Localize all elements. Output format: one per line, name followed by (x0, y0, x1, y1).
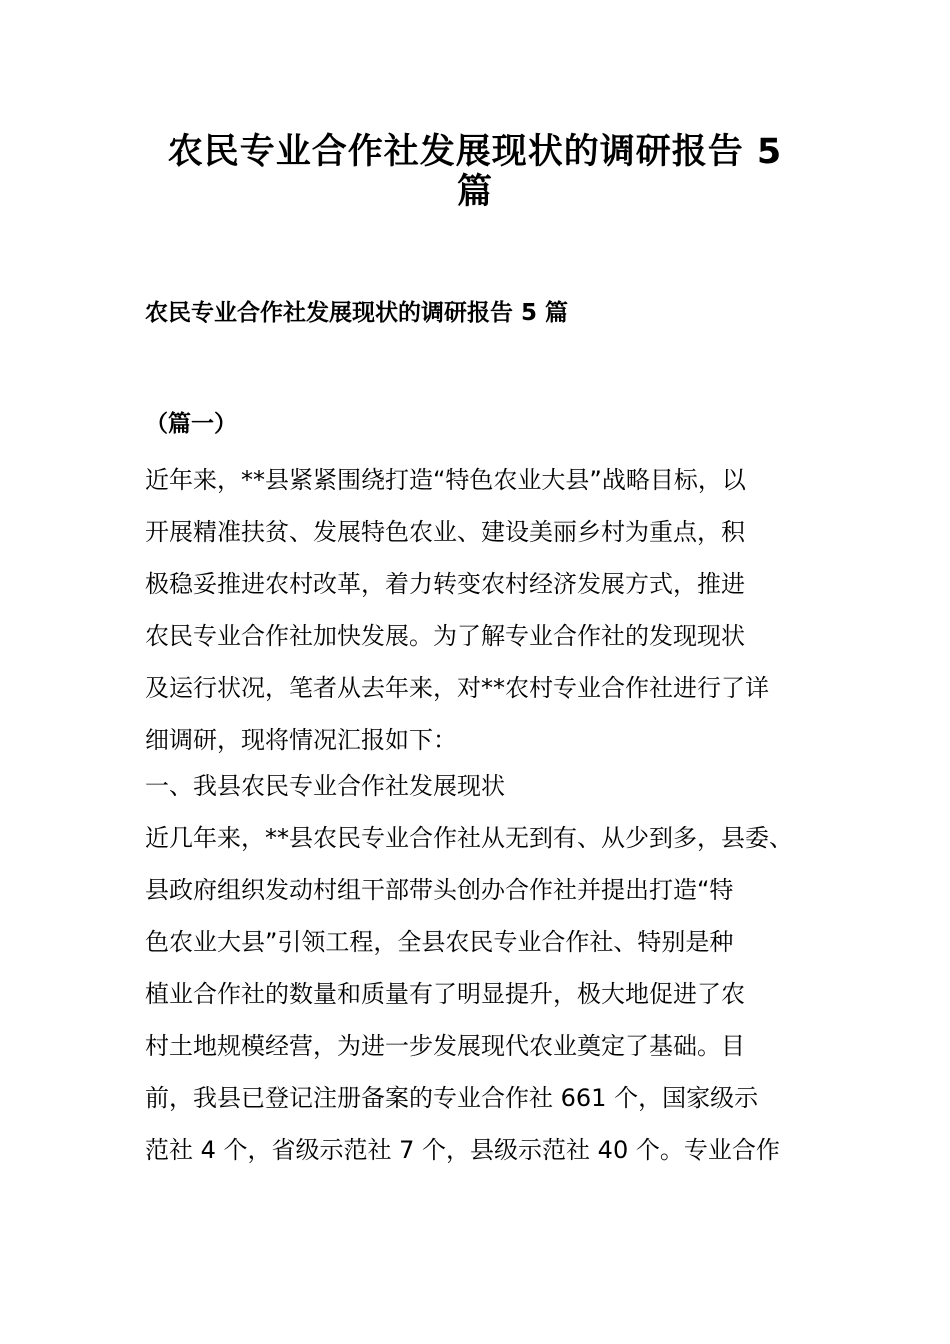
paragraph-line: 细调研，现将情况汇报如下： (145, 726, 457, 754)
paragraph-line: 范社 4 个，省级示范社 7 个，县级示范社 40 个。专业合作 (145, 1136, 780, 1164)
paragraph-line: 植业合作社的数量和质量有了明显提升，极大地促进了农 (145, 980, 745, 1008)
paragraph-line: 及运行状况，笔者从去年来，对**农村专业合作社进行了详 (145, 674, 769, 702)
paragraph-line: 开展精准扶贫、发展特色农业、建设美丽乡村为重点，积 (145, 518, 745, 546)
paragraph-line: 近年来，**县紧紧围绕打造“特色农业大县”战略目标，以 (145, 466, 746, 494)
document-title (130, 132, 820, 212)
body-paragraph (145, 812, 793, 1176)
paragraph-line: 前，我县已登记注册备案的专业合作社 661 个，国家级示 (145, 1084, 759, 1112)
intro-paragraph (145, 454, 769, 766)
paragraph-line: 色农业大县”引领工程，全县农民专业合作社、特别是种 (145, 928, 734, 956)
title-line: 篇 (456, 172, 493, 212)
document-subtitle: 农民专业合作社发展现状的调研报告 5 篇 (145, 300, 569, 326)
paragraph-line: 极稳妥推进农村改革，着力转变农村经济发展方式，推进 (145, 570, 745, 598)
title-line: 农民专业合作社发展现状的调研报告 5 (167, 132, 783, 172)
section-heading: 一、我县农民专业合作社发展现状 (145, 772, 505, 800)
paragraph-line: 县政府组织发动村组干部带头创办合作社并提出打造“特 (145, 876, 734, 904)
paragraph-line: 村土地规模经营，为进一步发展现代农业奠定了基础。目 (145, 1032, 745, 1060)
paragraph-line: 农民专业合作社加快发展。为了解专业合作社的发现现状 (145, 622, 745, 650)
part-label: （篇一） (145, 411, 237, 437)
paragraph-line: 近几年来，**县农民专业合作社从无到有、从少到多，县委、 (145, 824, 793, 852)
